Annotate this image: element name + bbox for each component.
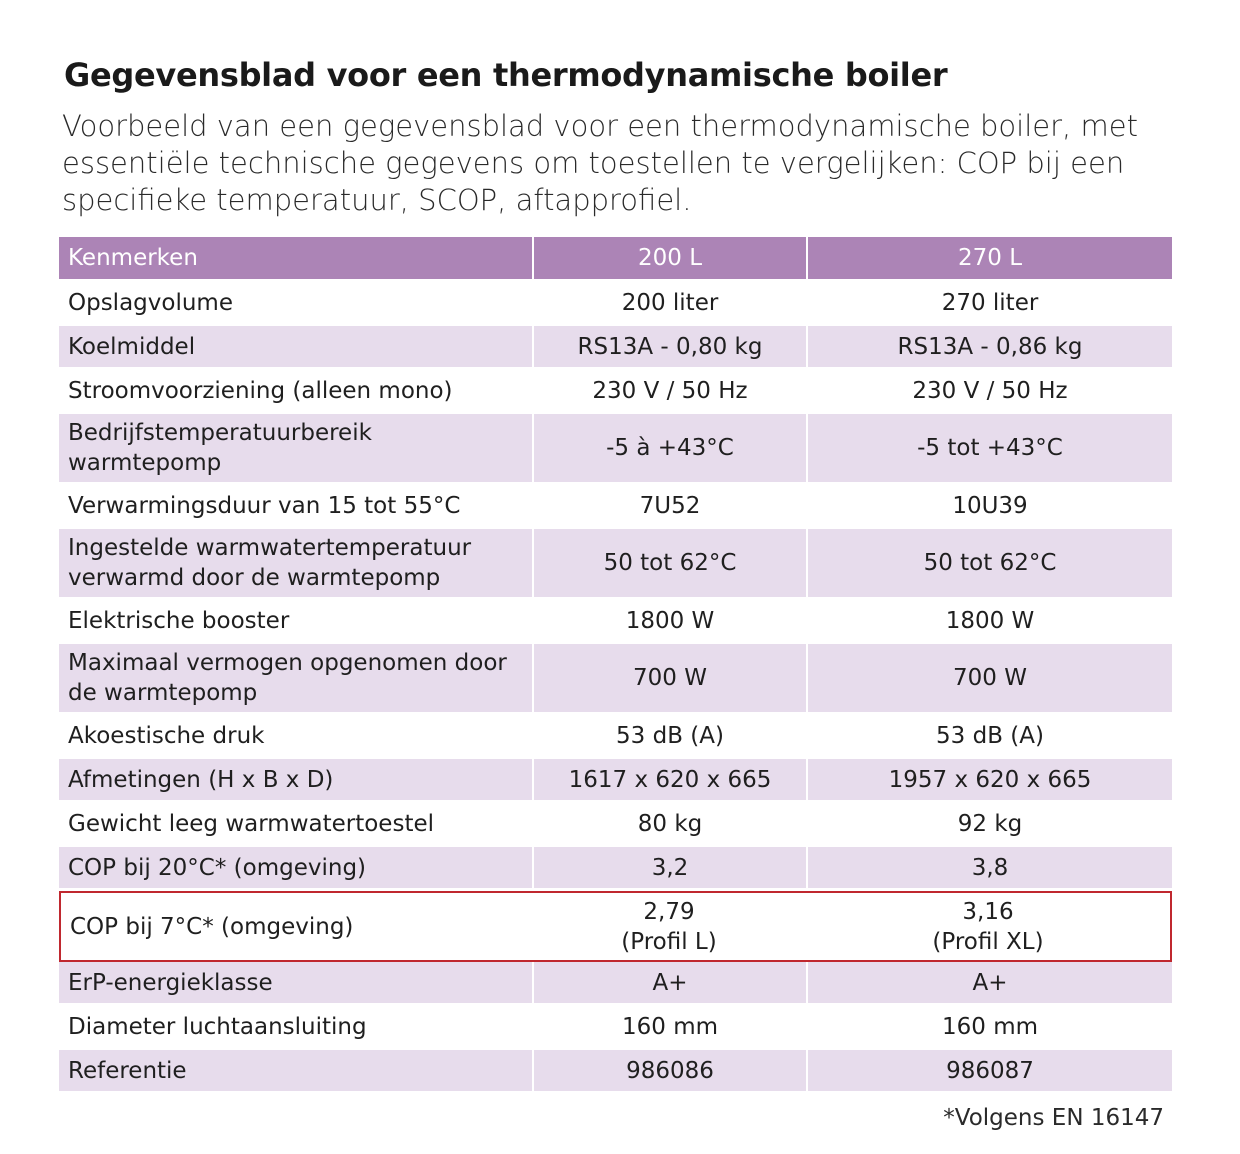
row-value-200l: 80 kg — [532, 803, 806, 847]
row-value-270l: 50 tot 62°C — [806, 529, 1172, 600]
cop-value: 2,79 — [643, 898, 695, 925]
row-value-270l: 10U39 — [806, 485, 1172, 529]
row-label: Koelmiddel — [59, 326, 532, 370]
table-row — [59, 847, 1172, 891]
row-value-200l: 1617 x 620 x 665 — [532, 759, 806, 803]
row-label: Diameter luchtaansluiting — [59, 1006, 532, 1050]
row-label: Gewicht leeg warmwatertoestel — [59, 803, 532, 847]
cop-profile: (Profil L) — [621, 928, 717, 955]
row-label: Verwarmingsduur van 15 tot 55°C — [59, 485, 532, 529]
row-value-200l: -5 à +43°C — [532, 414, 806, 485]
table-row — [59, 803, 1172, 847]
page-title: Gegevensblad voor een thermodynamische boiler — [64, 56, 948, 94]
row-value-200l: 160 mm — [532, 1006, 806, 1050]
row-value-200l: 986086 — [532, 1050, 806, 1094]
table-row — [59, 370, 1172, 414]
row-value-270l: 92 kg — [806, 803, 1172, 847]
row-value-270l — [806, 891, 1172, 962]
row-value-270l: -5 tot +43°C — [806, 414, 1172, 485]
row-value-200l: 50 tot 62°C — [532, 529, 806, 600]
table-row — [59, 600, 1172, 644]
table-row — [59, 759, 1172, 803]
row-value-270l: RS13A - 0,86 kg — [806, 326, 1172, 370]
row-value-270l: 160 mm — [806, 1006, 1172, 1050]
table-row — [59, 326, 1172, 370]
row-label: Opslagvolume — [59, 282, 532, 326]
row-value-270l: A+ — [806, 962, 1172, 1006]
row-value-200l — [532, 891, 806, 962]
highlighted-cop-row — [59, 891, 1172, 962]
header-200l: 200 L — [532, 237, 806, 282]
row-value-200l: 3,2 — [532, 847, 806, 891]
footnote: *Volgens EN 16147 — [943, 1105, 1164, 1131]
table-row — [59, 485, 1172, 529]
row-value-200l: RS13A - 0,80 kg — [532, 326, 806, 370]
row-value-200l: 200 liter — [532, 282, 806, 326]
table-header-row — [59, 237, 1172, 282]
table-row — [59, 644, 1172, 715]
row-value-270l: 1800 W — [806, 600, 1172, 644]
row-value-200l: 1800 W — [532, 600, 806, 644]
row-value-270l: 700 W — [806, 644, 1172, 715]
row-label: Afmetingen (H x B x D) — [59, 759, 532, 803]
row-value-270l: 53 dB (A) — [806, 715, 1172, 759]
page-subtitle: Voorbeeld van een gegevensblad voor een thermodynamische boiler, met essentiële technische gegevens om toestellen te vergelijken: COP bij een specifieke temperatuur, SCOP, aftapprofiel. — [62, 109, 1138, 217]
row-value-270l: 986087 — [806, 1050, 1172, 1094]
row-label: Akoestische druk — [59, 715, 532, 759]
table-row — [59, 529, 1172, 600]
row-value-270l: 1957 x 620 x 665 — [806, 759, 1172, 803]
row-value-200l: 7U52 — [532, 485, 806, 529]
row-label: Stroomvoorziening (alleen mono) — [59, 370, 532, 414]
row-label: ErP-energieklasse — [59, 962, 532, 1006]
table-row — [59, 414, 1172, 485]
table-row — [59, 1006, 1172, 1050]
row-value-200l: 700 W — [532, 644, 806, 715]
row-label: Maximaal vermogen opgenomen door de warmtepomp — [59, 644, 532, 715]
table-row — [59, 282, 1172, 326]
row-value-200l: A+ — [532, 962, 806, 1006]
table-row — [59, 1050, 1172, 1094]
row-value-200l: 53 dB (A) — [532, 715, 806, 759]
table-row — [59, 962, 1172, 1006]
row-value-270l: 3,8 — [806, 847, 1172, 891]
row-value-200l: 230 V / 50 Hz — [532, 370, 806, 414]
row-label: Referentie — [59, 1050, 532, 1094]
row-label: COP bij 7°C* (omgeving) — [59, 891, 532, 962]
table-row — [59, 715, 1172, 759]
cop-value: 3,16 — [962, 898, 1014, 925]
row-label: Bedrijfstemperatuurbereik warmtepomp — [59, 414, 532, 485]
header-kenmerken: Kenmerken — [59, 237, 532, 282]
header-270l: 270 L — [806, 237, 1172, 282]
row-label: COP bij 20°C* (omgeving) — [59, 847, 532, 891]
spec-table — [59, 237, 1172, 1094]
row-value-270l: 230 V / 50 Hz — [806, 370, 1172, 414]
row-label: Elektrische booster — [59, 600, 532, 644]
row-label: Ingestelde warmwatertemperatuur verwarmd door de warmtepomp — [59, 529, 532, 600]
cop-profile: (Profil XL) — [932, 928, 1044, 955]
row-value-270l: 270 liter — [806, 282, 1172, 326]
